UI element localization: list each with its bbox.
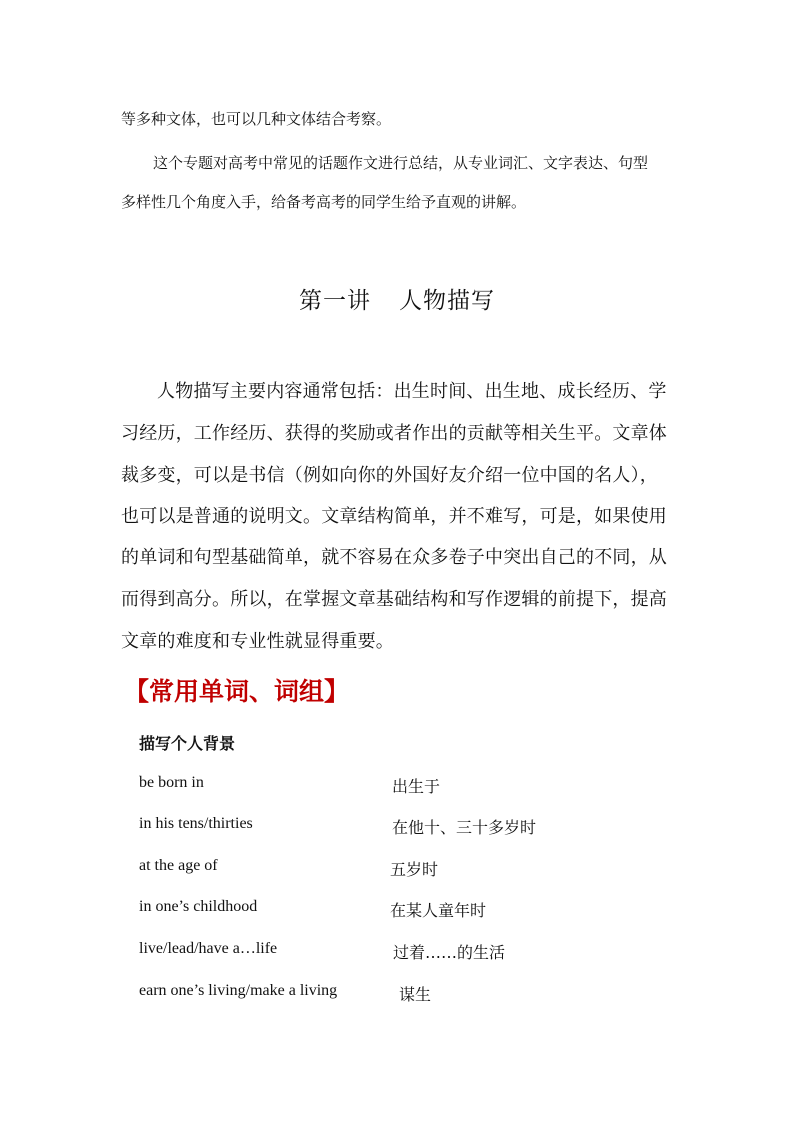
paragraph-line-6: 而得到高分。所以，在掌握文章基础结构和写作逻辑的前提下，提高	[121, 589, 667, 610]
vocab-row	[0, 857, 794, 879]
intro-line-2: 这个专题对高考中常见的话题作文进行总结，从专业词汇、文字表达、句型	[153, 154, 649, 172]
vocab-row	[0, 815, 794, 837]
paragraph-line-5: 的单词和句型基础简单，就不容易在众多卷子中突出自己的不同，从	[121, 547, 667, 568]
vocab-chinese: 出生于	[392, 777, 441, 796]
vocab-chinese: 五岁时	[390, 860, 439, 879]
vocab-row	[0, 982, 794, 1004]
vocab-english: live/lead/have a…life	[139, 940, 278, 957]
vocab-english: earn one’s living/make a living	[139, 982, 338, 999]
lecture-topic: 人物描写	[399, 288, 495, 314]
vocab-chinese: 在某人童年时	[390, 901, 487, 920]
intro-line-1: 等多种文体，也可以几种文体结合考察。	[121, 110, 392, 128]
lecture-title	[0, 282, 794, 315]
vocab-chinese: 谋生	[399, 985, 432, 1004]
paragraph-line-2: 习经历，工作经历、获得的奖励或者作出的贡献等相关生平。文章体	[121, 423, 667, 444]
paragraph-line-3: 裁多变，可以是书信（例如向你的外国好友介绍一位中国的名人），	[121, 465, 658, 486]
vocab-english: be born in	[139, 774, 204, 791]
lecture-number: 第一讲	[299, 288, 371, 314]
vocab-row	[0, 940, 794, 962]
vocab-english: in his tens/thirties	[139, 815, 253, 832]
vocab-row	[0, 898, 794, 920]
section-heading: 【常用单词、词组】	[124, 677, 350, 706]
vocab-chinese: 过着……的生活	[393, 943, 506, 962]
paragraph-line-4: 也可以是普通的说明文。文章结构简单，并不难写，可是，如果使用	[121, 506, 667, 527]
vocab-row	[0, 774, 794, 796]
vocab-english: in one’s childhood	[139, 898, 258, 915]
paragraph-line-7: 文章的难度和专业性就显得重要。	[121, 631, 394, 652]
vocab-chinese: 在他十、三十多岁时	[392, 818, 537, 837]
vocab-english: at the age of	[139, 857, 218, 874]
paragraph-line-1: 人物描写主要内容通常包括：出生时间、出生地、成长经历、学	[157, 381, 667, 402]
intro-line-3: 多样性几个角度入手，给备考高考的同学生给予直观的讲解。	[121, 193, 527, 211]
section-subheading: 描写个人背景	[139, 734, 236, 753]
